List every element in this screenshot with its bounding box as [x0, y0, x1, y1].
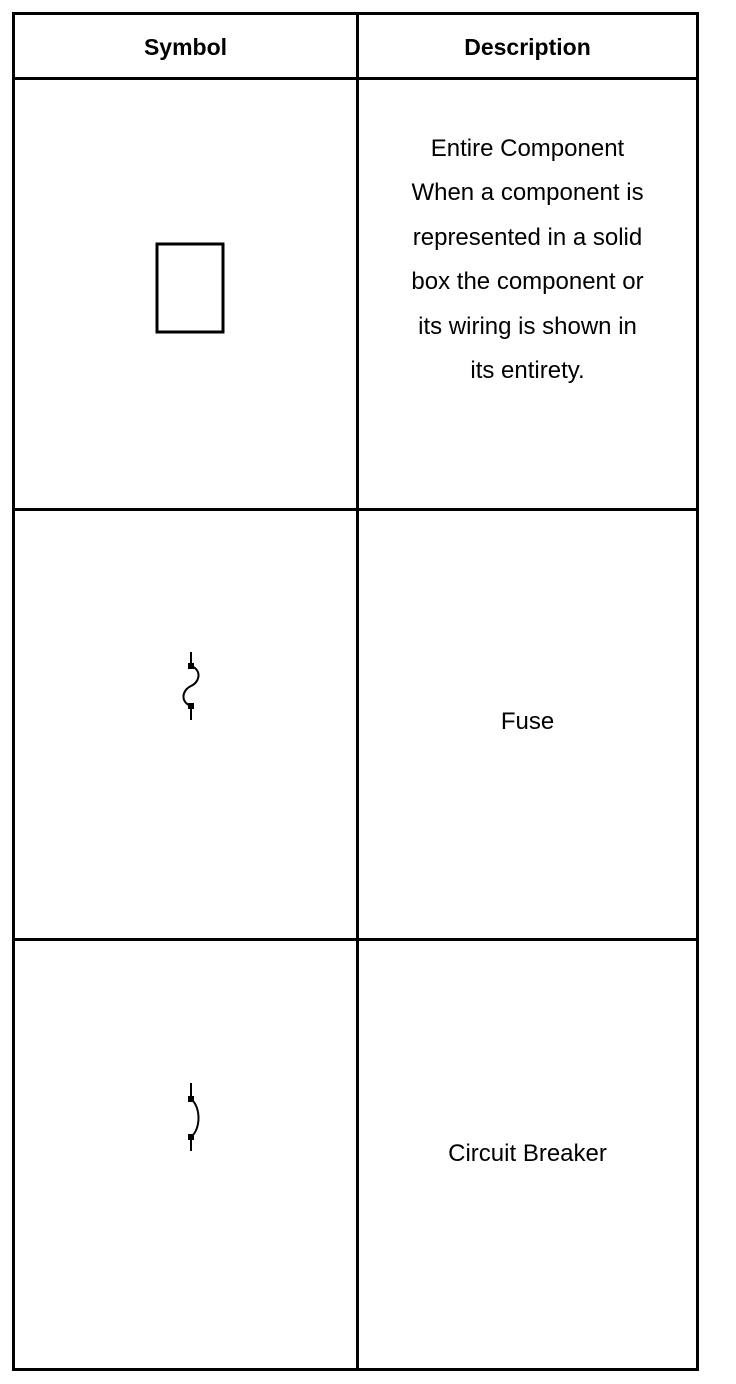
description-column-header: Description	[464, 34, 591, 60]
description-line: its entirety.	[470, 357, 585, 384]
fuse-icon	[176, 652, 206, 722]
description-line: Entire Component	[430, 134, 625, 162]
symbol-column-header: Symbol	[143, 34, 228, 60]
description-text: Circuit Breaker	[448, 1140, 607, 1168]
symbol-cell	[15, 511, 356, 938]
description-cell	[359, 80, 696, 508]
description-text: Fuse	[500, 708, 555, 736]
description-line: represented in a solid	[412, 223, 643, 251]
description-line: box the component or	[411, 268, 644, 295]
symbol-legend-table	[12, 12, 699, 1371]
description-cell	[359, 941, 696, 1368]
symbol-cell	[15, 80, 356, 508]
solid-box-icon	[155, 242, 225, 334]
symbol-cell	[15, 941, 356, 1368]
description-cell	[359, 511, 696, 938]
description-line: its wiring is shown in	[418, 312, 637, 340]
description-line: When a component is	[411, 179, 644, 206]
circuit-breaker-icon	[176, 1083, 206, 1153]
